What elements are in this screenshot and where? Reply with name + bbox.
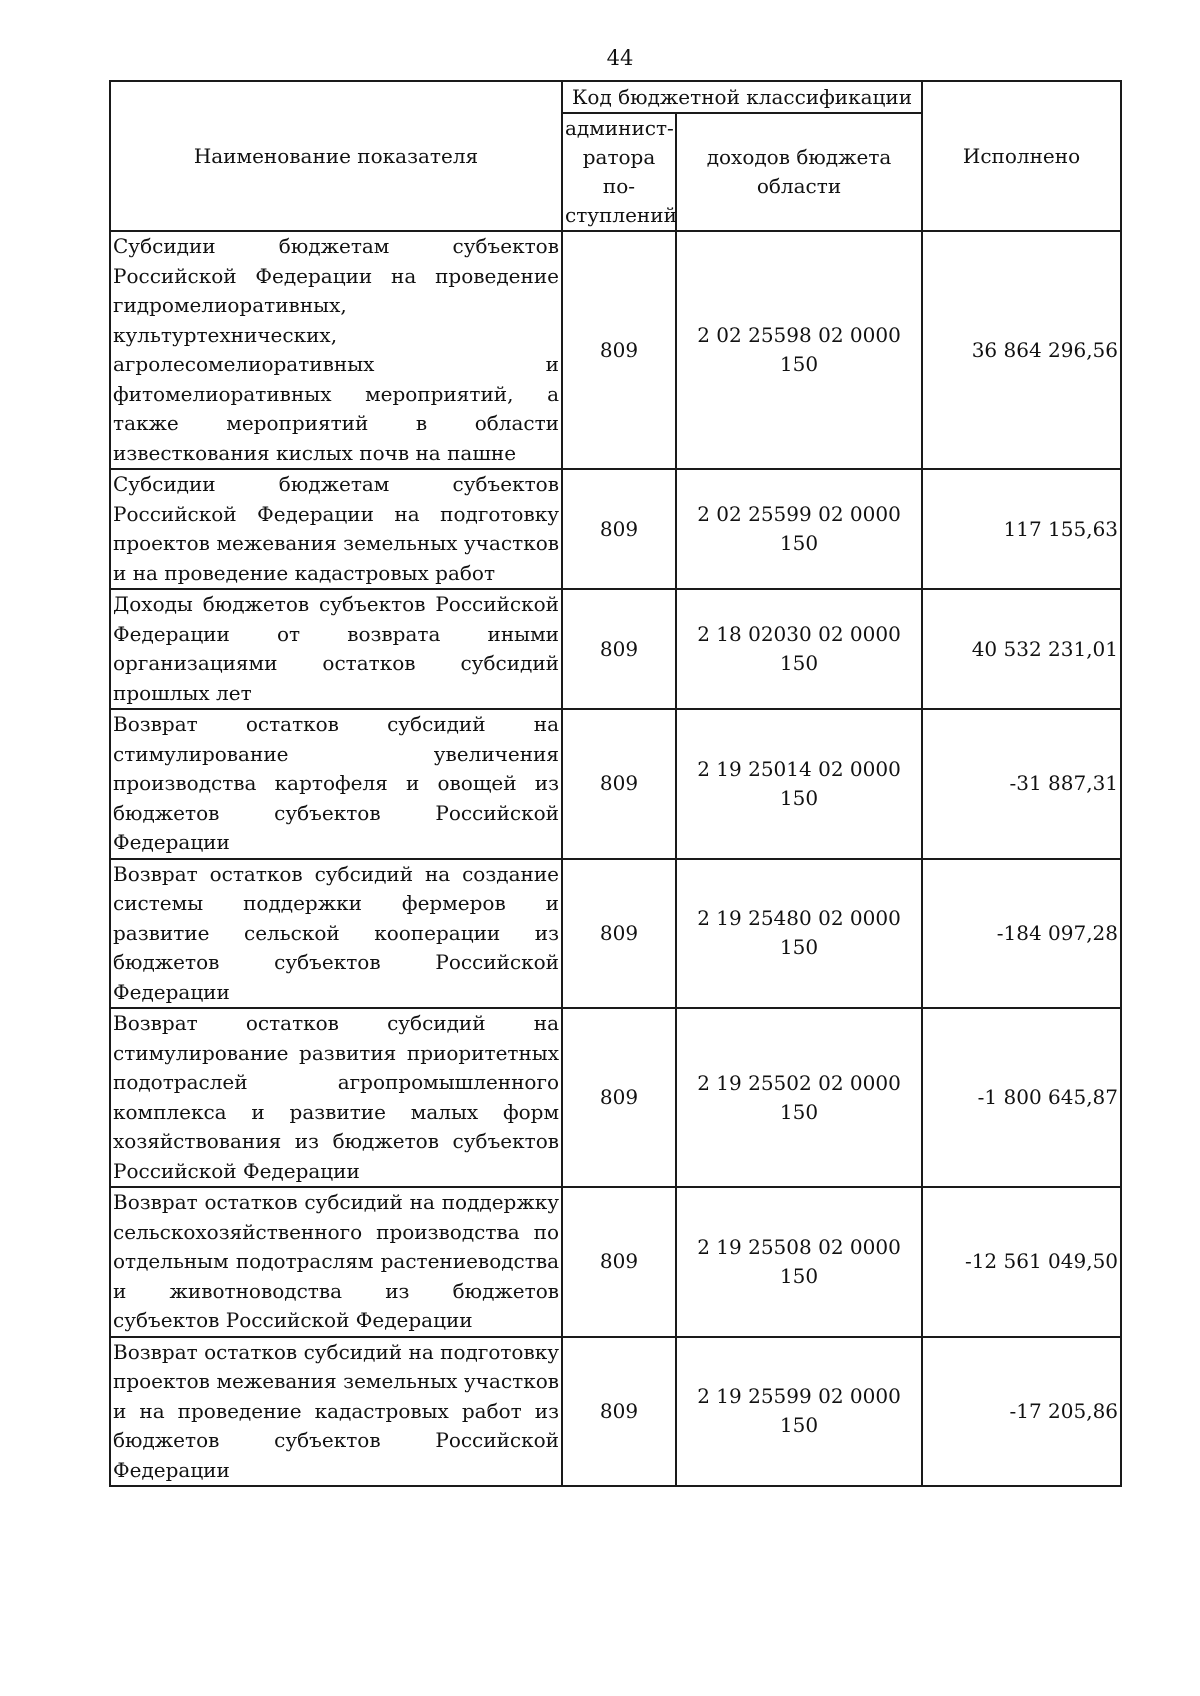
table-body <box>110 231 1121 1486</box>
income-code: 2 02 25599 02 0000 150 <box>676 469 922 589</box>
administrator-code: 809 <box>562 859 676 1009</box>
indicator-name: Возврат остатков субсидий на стимулирование увеличения производства картофеля и овощей из бюджетов субъектов Российской Федерации <box>110 709 562 859</box>
executed-amount: -12 561 049,50 <box>922 1187 1121 1337</box>
table-row <box>110 1008 1121 1187</box>
header-administrator: админист- ратора по- ступлений <box>562 113 676 231</box>
page-number: 44 <box>606 46 634 70</box>
indicator-name: Возврат остатков субсидий на создание системы поддержки фермеров и развитие сельской кооперации из бюджетов субъектов Российской Федерации <box>110 859 562 1009</box>
table-row <box>110 709 1121 859</box>
administrator-code: 809 <box>562 589 676 709</box>
executed-amount: 40 532 231,01 <box>922 589 1121 709</box>
table-row <box>110 589 1121 709</box>
income-code: 2 19 25014 02 0000 150 <box>676 709 922 859</box>
indicator-name: Возврат остатков субсидий на поддержку сельскохозяйственного производства по отдельным подотраслям растениеводства и животноводства из бюджетов субъектов Российской Федерации <box>110 1187 562 1337</box>
executed-amount: 36 864 296,56 <box>922 231 1121 469</box>
header-income-code: доходов бюджета области <box>676 113 922 231</box>
indicator-name: Доходы бюджетов субъектов Российской Федерации от возврата иными организациями остатков субсидий прошлых лет <box>110 589 562 709</box>
income-code: 2 18 02030 02 0000 150 <box>676 589 922 709</box>
income-code: 2 19 25599 02 0000 150 <box>676 1337 922 1487</box>
table-row <box>110 859 1121 1009</box>
administrator-code: 809 <box>562 1337 676 1487</box>
executed-amount: -17 205,86 <box>922 1337 1121 1487</box>
indicator-name: Субсидии бюджетам субъектов Российской Федерации на подготовку проектов межевания земельных участков и на проведение кадастровых работ <box>110 469 562 589</box>
income-code: 2 19 25508 02 0000 150 <box>676 1187 922 1337</box>
executed-amount: 117 155,63 <box>922 469 1121 589</box>
administrator-code: 809 <box>562 231 676 469</box>
table-row <box>110 1187 1121 1337</box>
table-row <box>110 231 1121 469</box>
income-code: 2 19 25480 02 0000 150 <box>676 859 922 1009</box>
budget-revenue-table <box>109 80 1122 1487</box>
income-code: 2 19 25502 02 0000 150 <box>676 1008 922 1187</box>
header-classification-code: Код бюджетной классификации <box>562 81 922 113</box>
indicator-name: Субсидии бюджетам субъектов Российской Федерации на проведение гидромелиоративных, культуртехнических, агролесомелиоративных и фитомелиоративных мероприятий, а также мероприятий в области известкования кислых почв на пашне <box>110 231 562 469</box>
administrator-code: 809 <box>562 709 676 859</box>
indicator-name: Возврат остатков субсидий на стимулирование развития приоритетных подотраслей агропромышленного комплекса и развитие малых форм хозяйствования из бюджетов субъектов Российской Федерации <box>110 1008 562 1187</box>
executed-amount: -31 887,31 <box>922 709 1121 859</box>
table-header <box>110 81 1121 231</box>
table-row <box>110 469 1121 589</box>
administrator-code: 809 <box>562 1187 676 1337</box>
table-row <box>110 1337 1121 1487</box>
income-code: 2 02 25598 02 0000 150 <box>676 231 922 469</box>
header-executed: Исполнено <box>922 81 1121 231</box>
administrator-code: 809 <box>562 1008 676 1187</box>
executed-amount: -1 800 645,87 <box>922 1008 1121 1187</box>
header-indicator-name: Наименование показателя <box>110 81 562 231</box>
indicator-name: Возврат остатков субсидий на подготовку проектов межевания земельных участков и на проведение кадастровых работ из бюджетов субъектов Российской Федерации <box>110 1337 562 1487</box>
executed-amount: -184 097,28 <box>922 859 1121 1009</box>
administrator-code: 809 <box>562 469 676 589</box>
